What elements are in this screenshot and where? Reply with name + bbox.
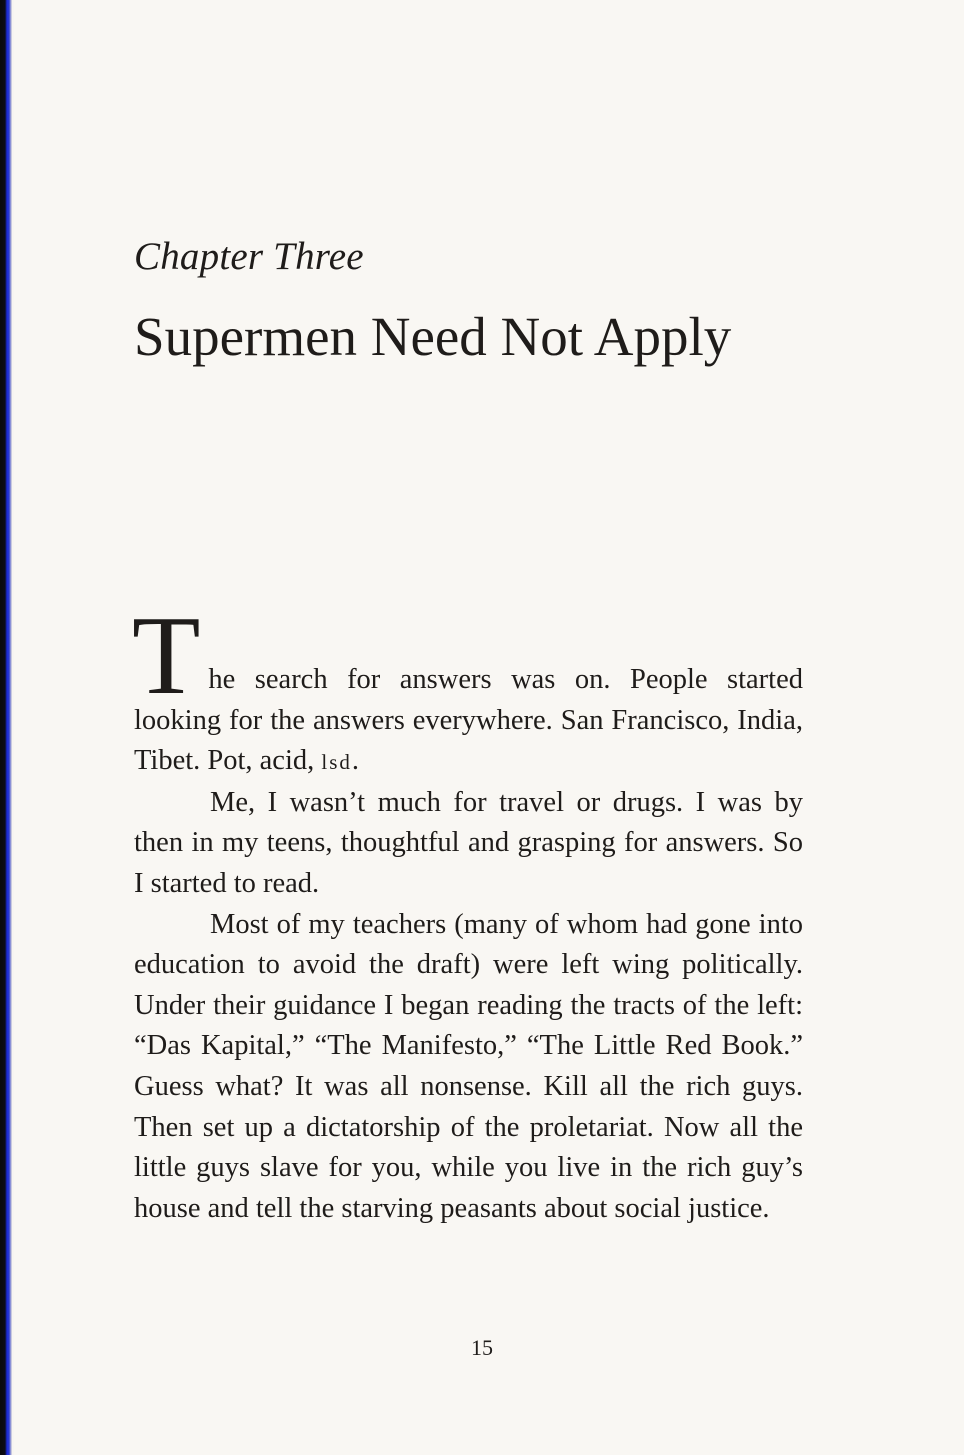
paragraph-1 [132,594,803,783]
paragraph-3: Most of my teachers (many of whom had gone into education to avoid the draft) were left wing politically. Under their guidance I began reading the tracts of the left: “Das Kapital,” “The Manifesto,” “The Little Red Book.” Guess what? It was all nonsense. Kill all the rich guys. Then set up a dictatorship of the proletariat. Now all the little guys slave for you, while you live in the rich guy’s house and tell the starving peasants about social justice. [134,908,803,1224]
page-number: 15 [471,1335,493,1360]
paragraph-1-text: he search for answers was on. People started looking for the answers everywhere. San Francisco, India, Tibet. Pot, acid, [134,664,803,777]
paragraph-2: Me, I wasn’t much for travel or drugs. I was by then in my teens, thoughtful and grasping for answers. So I started to read. [134,786,803,899]
drop-cap: T [132,594,201,718]
body-text [132,594,803,1229]
scan-edge [0,0,12,1455]
small-caps-lsd: lsd [321,750,352,775]
chapter-title: Supermen Need Not Apply [134,306,732,367]
paragraph-1-end: . [351,745,360,777]
chapter-label: Chapter Three [134,235,364,278]
